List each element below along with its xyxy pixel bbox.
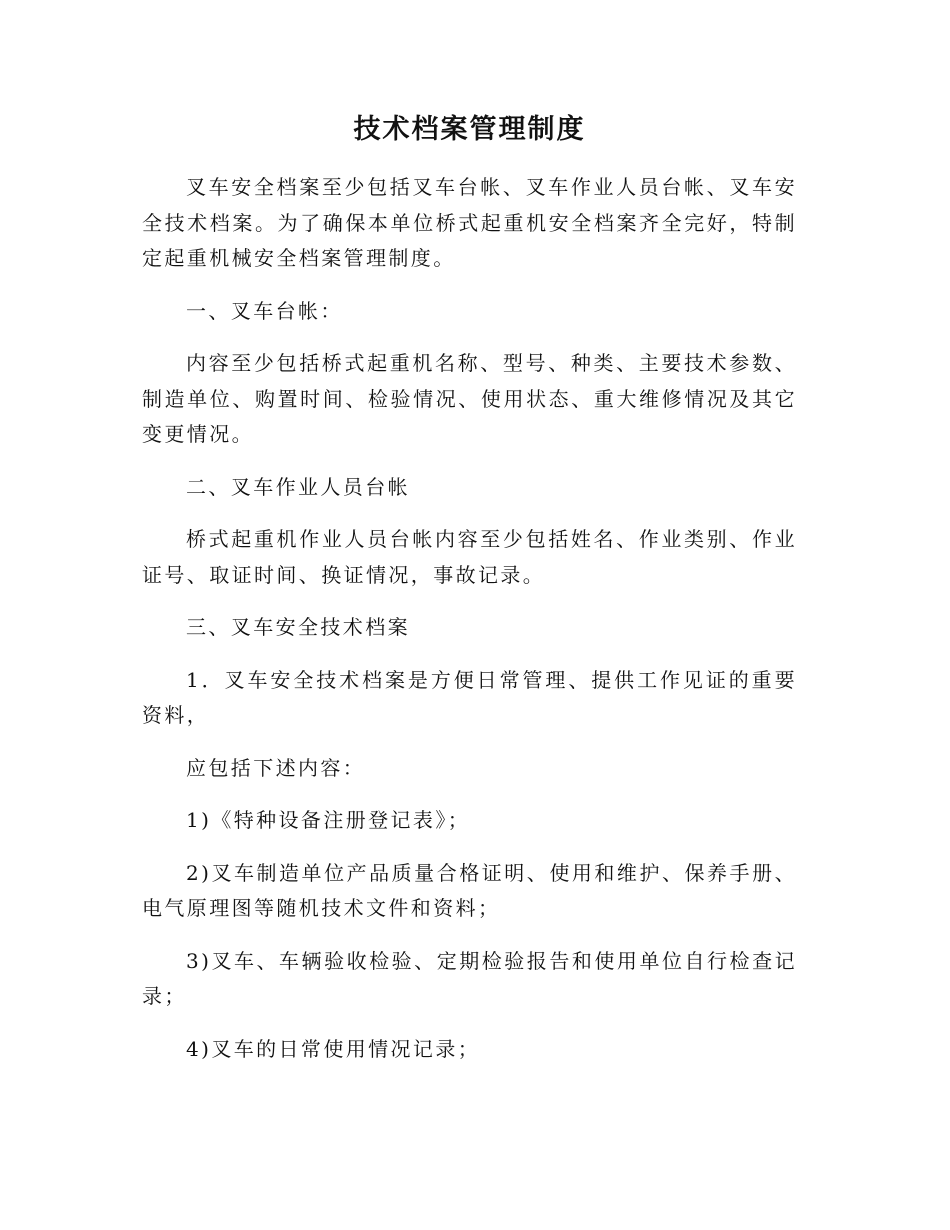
- list-item-1: 1)《特种设备注册登记表》；: [186, 808, 471, 832]
- paragraph-operator-ledger: 桥式起重机作业人员台帐内容至少包括姓名、作业类别、作业证号、取证时间、换证情况，事故记录。: [142, 527, 797, 587]
- section-heading-operator-ledger: 二、叉车作业人员台帐: [186, 474, 410, 499]
- list-item-3: 3)叉车、车辆验收检验、定期检验报告和使用单位自行检查记录；: [142, 948, 797, 1008]
- section-heading-technical-archive: 三、叉车安全技术档案: [186, 615, 410, 639]
- document-title: 技术档案管理制度: [353, 114, 586, 145]
- paragraph-archive-purpose: 1．叉车安全技术档案是方便日常管理、提供工作见证的重要资料，: [142, 667, 797, 727]
- paragraph-contents-intro: 应包括下述内容：: [186, 755, 366, 780]
- document-page: [142, 110, 797, 1084]
- list-item-2: 2)叉车制造单位产品质量合格证明、使用和维护、保养手册、电气原理图等随机技术文件和资料；: [142, 860, 797, 920]
- paragraph-forklift-ledger: 内容至少包括桥式起重机名称、型号、种类、主要技术参数、制造单位、购置时间、检验情况、使用状态、重大维修情况及其它变更情况。: [142, 351, 797, 446]
- paragraph-intro: 叉车安全档案至少包括叉车台帐、叉车作业人员台帐、叉车安全技术档案。为了确保本单位桥式起重机安全档案齐全完好，特制定起重机械安全档案管理制度。: [142, 175, 797, 270]
- list-item-4: 4)叉车的日常使用情况记录；: [186, 1036, 481, 1061]
- section-heading-forklift-ledger: 一、叉车台帐：: [186, 298, 343, 323]
